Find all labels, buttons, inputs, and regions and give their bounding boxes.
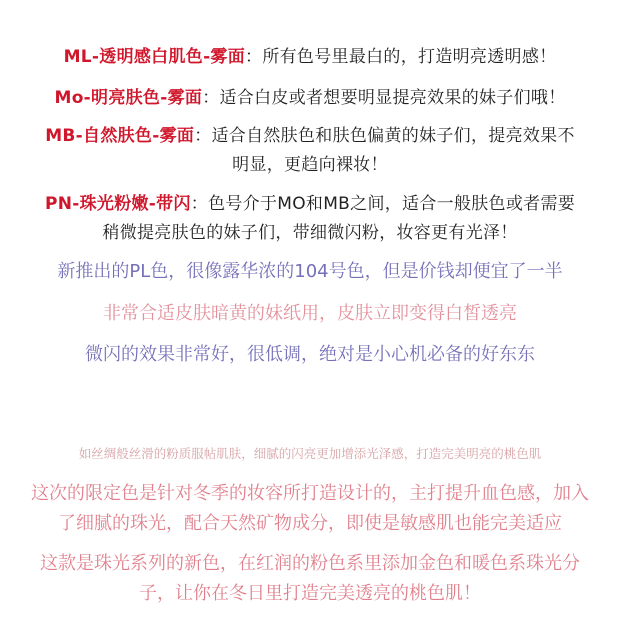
shade-code: Mo-明亮肤色-雾面 (54, 88, 203, 108)
shade-desc: ：适合自然肤色和肤色偏黄的妹子们，提亮效果不 (194, 126, 575, 146)
limited-edition-paragraph (0, 479, 620, 539)
shade-code: PN-珠光粉嫩-带闪 (44, 194, 191, 214)
highlight-shimmer (0, 342, 620, 368)
shade-pn (0, 190, 620, 248)
shade-code: ML-透明感白肌色-雾面 (63, 47, 246, 67)
shade-mo (0, 84, 620, 113)
shade-mb (0, 122, 620, 180)
paragraph-line: 了细腻的珠光，配合天然矿物成分，即使是敏感肌也能完美适应 (58, 513, 562, 534)
pearl-series-paragraph (0, 549, 620, 609)
shade-code: MB-自然肤色-雾面 (45, 126, 195, 146)
highlight-text: 新推出的PL色，很像露华浓的104号色，但是价钱却便宜了一半 (57, 261, 563, 282)
shade-desc: ：色号介于MO和MB之间，适合一般肤色或者需要 (190, 194, 576, 214)
shade-desc-cont: 明显，更趋向裸妆！ (232, 155, 388, 175)
shade-desc: ：适合白皮或者想要明显提亮效果的妹子们哦！ (202, 88, 566, 108)
highlight-text: 微闪的效果非常好，很低调，绝对是小心机必备的好东东 (85, 344, 535, 365)
paragraph-line: 这款是珠光系列的新色，在红润的粉色系里添加金色和暖色系珠光分 (40, 553, 580, 574)
paragraph-line: 子，让你在冬日里打造完美透亮的桃色肌！ (139, 583, 481, 604)
shade-ml (0, 43, 620, 72)
paragraph-line: 这次的限定色是针对冬季的妆容所打造设计的，主打提升血色感，加入 (31, 483, 589, 504)
shade-desc: ：所有色号里最白的，打造明亮透明感！ (245, 47, 557, 67)
highlight-text: 非常合适皮肤暗黄的妹纸用，皮肤立即变得白皙透亮 (103, 303, 517, 324)
tagline: 如丝绸般丝滑的粉质服帖肌肤，细腻的闪亮更加增添光泽感，打造完美明亮的桃色肌 (78, 446, 542, 461)
highlight-sallow-skin (0, 301, 620, 327)
shade-desc-cont: 稍微提亮肤色的妹子们，带细微闪粉，妆容更有光泽！ (102, 223, 518, 243)
highlight-pl (0, 259, 620, 285)
